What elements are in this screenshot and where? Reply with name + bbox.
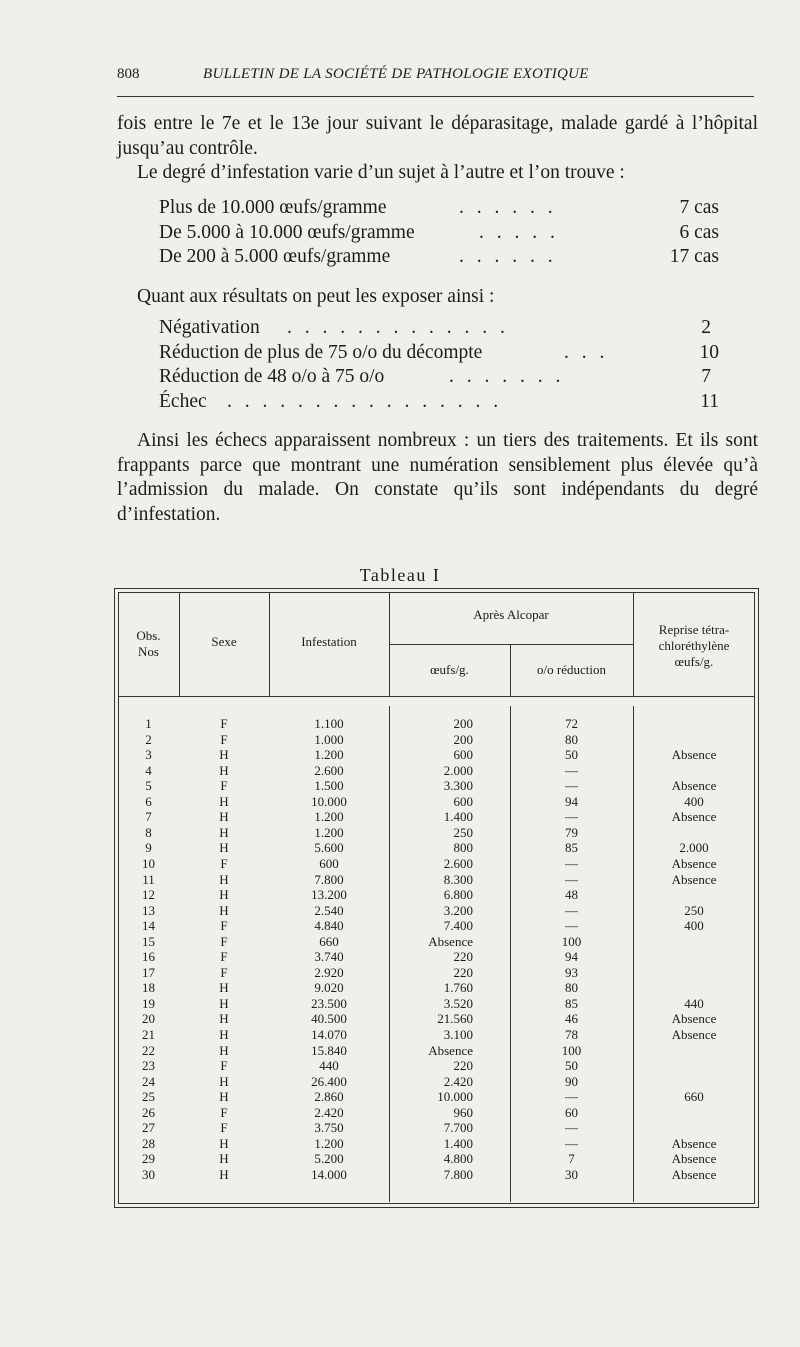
intro-block (117, 112, 758, 186)
cell-oeufs: 250 (453, 824, 473, 840)
cell-obs: 16 (142, 949, 155, 965)
list-item: De 200 à 5.000 œufs/gramme . . . . . . 17 cas (159, 246, 719, 267)
cell-reprise: Absence (671, 855, 717, 871)
cell-obs: 8 (145, 824, 152, 840)
cell-oeufs: 200 (453, 716, 473, 731)
cell-infestation: 2.920 (314, 964, 344, 980)
th-oeufs: œufs/g. (430, 662, 469, 677)
cell-obs: 2 (145, 731, 152, 747)
cell-reduction: 60 (565, 1104, 578, 1120)
th-obs: Obs. Nos (136, 628, 161, 659)
results-list (159, 316, 719, 414)
cell-reduction: — (565, 778, 578, 794)
cell-oeufs: Absence (428, 933, 473, 949)
cell-obs: 14 (142, 918, 155, 934)
cell-reduction: 80 (565, 731, 578, 747)
header-bottom-rule (118, 696, 755, 697)
cell-reduction: 7 (568, 1151, 575, 1167)
cell-reduction: 78 (565, 1027, 578, 1042)
cell-infestation: 2.540 (314, 902, 344, 918)
cell-obs: 11 (142, 871, 155, 887)
cell-reduction: 50 (565, 747, 578, 763)
cell-infestation: 4.840 (314, 918, 344, 934)
cell-infestation: 7.800 (314, 871, 344, 887)
cell-obs: 7 (145, 809, 152, 825)
cell-reprise: Absence (671, 1151, 717, 1167)
cell-reprise: 250 (684, 902, 704, 918)
cell-obs: 20 (142, 1011, 155, 1027)
cell-infestation: 1.200 (314, 809, 344, 825)
cell-oeufs: 1.400 (443, 809, 473, 825)
cell-infestation: 9.020 (314, 980, 344, 996)
cell-obs: 25 (142, 1089, 155, 1105)
cell-oeufs: Absence (428, 1042, 473, 1058)
cell-obs: 15 (142, 933, 155, 949)
cell-oeufs: 220 (453, 964, 473, 980)
cell-infestation: 5.600 (314, 840, 344, 856)
cell-reduction: 72 (565, 716, 578, 731)
conclusion-block (117, 429, 758, 527)
cell-obs: 1 (145, 716, 152, 731)
cell-reduction: — (565, 1120, 578, 1136)
cell-reprise: 660 (684, 1089, 704, 1105)
cell-oeufs: 10.000 (437, 1089, 473, 1105)
cell-oeufs: 220 (453, 949, 473, 965)
cell-reprise: Absence (671, 1027, 717, 1042)
cell-obs: 28 (142, 1135, 155, 1151)
cell-sexe: H (219, 1135, 229, 1151)
cell-reduction: — (565, 762, 578, 778)
infestation-list (159, 196, 719, 270)
cell-sexe: H (219, 1151, 229, 1167)
cell-sexe: F (220, 1120, 228, 1136)
cell-oeufs: 7.700 (443, 1120, 473, 1136)
cell-infestation: 600 (319, 855, 339, 871)
cell-reprise: Absence (671, 747, 717, 763)
cell-oeufs: 7.800 (443, 1166, 473, 1182)
cell-reduction: 94 (565, 793, 578, 809)
cell-infestation: 1.500 (314, 778, 344, 794)
conclusion-paragraph: Ainsi les échecs apparaissent nombreux : un tiers des traitements. Et ils sont frappants parce que montrant une numération sensiblement plus élevée qu’à l’admission du malade. On constate qu’ils sont indépendants du degré d’infestation. (117, 430, 758, 525)
cell-oeufs: 3.520 (443, 995, 473, 1011)
cell-reprise: 440 (684, 995, 704, 1011)
intro-sentence: Le degré d’infestation varie d’un sujet à l’autre et l’on trouve : (137, 162, 625, 183)
cell-reduction: 100 (561, 1042, 582, 1058)
cell-reprise: Absence (671, 1011, 717, 1027)
cell-sexe: H (219, 887, 229, 903)
cell-sexe: H (219, 1089, 229, 1105)
cell-sexe: H (219, 1166, 229, 1182)
cell-oeufs: 3.300 (443, 778, 473, 794)
cell-sexe: F (220, 855, 228, 871)
cell-sexe: H (219, 1011, 229, 1027)
cell-oeufs: 200 (453, 731, 473, 747)
cell-reduction: 90 (565, 1073, 578, 1089)
cell-obs: 23 (142, 1058, 155, 1074)
th-sexe: Sexe (211, 634, 237, 649)
cell-infestation: 440 (319, 1058, 339, 1074)
cell-infestation: 14.000 (311, 1166, 347, 1182)
cell-sexe: F (220, 964, 228, 980)
cell-reprise: 400 (684, 793, 704, 809)
th-reduction: o/o réduction (537, 662, 606, 677)
cell-oeufs: 800 (453, 840, 473, 856)
cell-sexe: F (220, 731, 228, 747)
cell-infestation: 2.420 (314, 1104, 344, 1120)
cell-obs: 19 (142, 995, 155, 1011)
col-divider (389, 706, 390, 1202)
cell-sexe: H (219, 747, 229, 763)
cell-obs: 3 (145, 747, 152, 763)
intro-paragraph: fois entre le 7e et le 13e jour suivant le déparasitage, malade gardé à l’hôpital jusqu’au contrôle. (117, 113, 758, 159)
page-number: 808 (117, 66, 140, 82)
cell-obs: 13 (142, 902, 155, 918)
list-item: Réduction de 48 o/o à 75 o/o . . . . . . . 7 (159, 366, 711, 387)
cell-reduction: 50 (565, 1058, 578, 1074)
cell-reduction: — (565, 902, 578, 918)
cell-oeufs: 600 (453, 747, 473, 763)
cell-infestation: 23.500 (311, 995, 347, 1011)
cell-reduction: 85 (565, 840, 578, 856)
cell-infestation: 10.000 (311, 793, 347, 809)
list-item: Réduction de plus de 75 o/o du décompte . . . 10 (159, 341, 719, 363)
cell-reduction: — (565, 809, 578, 825)
cell-reduction: — (565, 1135, 578, 1151)
cell-infestation: 14.070 (311, 1027, 347, 1042)
cell-obs: 21 (142, 1027, 155, 1042)
cell-obs: 24 (142, 1073, 155, 1089)
cell-reduction: 30 (565, 1166, 578, 1182)
cell-infestation: 1.100 (314, 716, 344, 731)
cell-sexe: H (219, 840, 229, 856)
list-item: Plus de 10.000 œufs/gramme . . . . . . 7 cas (159, 197, 719, 218)
cell-oeufs: 1.400 (443, 1135, 473, 1151)
row-divider (389, 644, 633, 645)
cell-oeufs: 2.420 (443, 1073, 473, 1089)
cell-sexe: H (219, 871, 229, 887)
cell-obs: 6 (145, 793, 152, 809)
cell-obs: 12 (142, 887, 155, 903)
cell-obs: 5 (145, 778, 152, 794)
cell-reduction: 100 (561, 933, 582, 949)
cell-infestation: 15.840 (311, 1042, 347, 1058)
cell-sexe: H (219, 1027, 229, 1042)
cell-sexe: H (219, 1042, 229, 1058)
cell-reprise: Absence (671, 778, 717, 794)
cell-sexe: F (220, 918, 228, 934)
cell-reprise: Absence (671, 1135, 717, 1151)
cell-infestation: 1.200 (314, 747, 344, 763)
cell-reduction: 48 (565, 887, 578, 903)
cell-reduction: — (565, 1089, 578, 1105)
cell-reduction: 93 (565, 964, 578, 980)
cell-obs: 29 (142, 1151, 155, 1167)
cell-sexe: H (219, 902, 229, 918)
results-intro: Quant aux résultats on peut les exposer ainsi : (137, 286, 495, 307)
cell-obs: 30 (142, 1166, 155, 1182)
cell-oeufs: 220 (453, 1058, 473, 1074)
table-caption: Tableau I (359, 565, 441, 585)
cell-infestation: 2.600 (314, 762, 344, 778)
cell-sexe: F (220, 1104, 228, 1120)
th-apres-alcopar: Après Alcopar (473, 607, 549, 622)
cell-sexe: H (219, 809, 229, 825)
list-item: Échec . . . . . . . . . . . . . . . . 11 (159, 390, 719, 412)
col-divider (633, 592, 634, 696)
cell-oeufs: 600 (453, 793, 473, 809)
cell-infestation: 3.750 (314, 1120, 344, 1136)
cell-reduction: 79 (565, 824, 578, 840)
cell-obs: 22 (142, 1042, 155, 1058)
cell-infestation: 26.400 (311, 1073, 347, 1089)
cell-infestation: 1.200 (314, 1135, 344, 1151)
cell-reduction: 46 (565, 1011, 578, 1027)
list-item: Négativation . . . . . . . . . . . . . 2 (159, 317, 711, 338)
cell-infestation: 13.200 (311, 887, 347, 903)
cell-infestation: 1.200 (314, 824, 344, 840)
th-reprise: Reprise tétra-chloréthylène œufs/g. (658, 622, 730, 669)
cell-obs: 27 (142, 1120, 155, 1136)
cell-oeufs: 2.600 (443, 855, 473, 871)
cell-oeufs: 960 (453, 1104, 473, 1120)
cell-sexe: F (220, 778, 228, 794)
cell-infestation: 3.740 (314, 949, 344, 965)
cell-infestation: 5.200 (314, 1151, 344, 1167)
cell-sexe: H (219, 980, 229, 996)
header-rule (117, 96, 754, 97)
cell-sexe: F (220, 933, 228, 949)
th-infestation: Infestation (301, 634, 357, 649)
cell-oeufs: 8.300 (443, 871, 473, 887)
cell-oeufs: 3.200 (443, 902, 473, 918)
journal-title: BULLETIN DE LA SOCIÉTÉ DE PATHOLOGIE EXOTIQUE (203, 66, 589, 82)
cell-obs: 4 (145, 762, 152, 778)
cell-infestation: 660 (319, 933, 339, 949)
cell-reprise: Absence (671, 871, 717, 887)
cell-reduction: — (565, 855, 578, 871)
cell-reduction: — (565, 918, 578, 934)
cell-sexe: H (219, 824, 229, 840)
cell-oeufs: 6.800 (443, 887, 473, 903)
cell-reduction: 94 (565, 949, 578, 965)
cell-reduction: 85 (565, 995, 578, 1011)
cell-obs: 10 (142, 855, 155, 871)
cell-obs: 9 (145, 840, 152, 856)
cell-sexe: H (219, 793, 229, 809)
cell-sexe: F (220, 949, 228, 965)
cell-infestation: 1.000 (314, 731, 344, 747)
cell-oeufs: 7.400 (443, 918, 473, 934)
cell-oeufs: 4.800 (443, 1151, 473, 1167)
cell-sexe: H (219, 762, 229, 778)
cell-reduction: 80 (565, 980, 578, 996)
cell-infestation: 40.500 (311, 1011, 347, 1027)
cell-sexe: F (220, 716, 228, 731)
cell-sexe: H (219, 1073, 229, 1089)
cell-obs: 26 (142, 1104, 155, 1120)
cell-reprise: Absence (671, 809, 717, 825)
cell-oeufs: 21.560 (437, 1011, 473, 1027)
list-item: De 5.000 à 10.000 œufs/gramme . . . . . 6 cas (159, 221, 719, 243)
cell-obs: 18 (142, 980, 155, 996)
results-intro-block (117, 285, 758, 310)
cell-reprise: 2.000 (679, 840, 709, 856)
cell-reprise: Absence (671, 1166, 717, 1182)
cell-obs: 17 (142, 964, 155, 980)
cell-infestation: 2.860 (314, 1089, 344, 1105)
cell-sexe: F (220, 1058, 228, 1074)
cell-oeufs: 1.760 (443, 980, 473, 996)
cell-oeufs: 2.000 (443, 762, 473, 778)
cell-sexe: H (219, 995, 229, 1011)
cell-oeufs: 3.100 (443, 1027, 473, 1042)
cell-reduction: — (565, 871, 578, 887)
cell-reprise: 400 (684, 918, 704, 934)
